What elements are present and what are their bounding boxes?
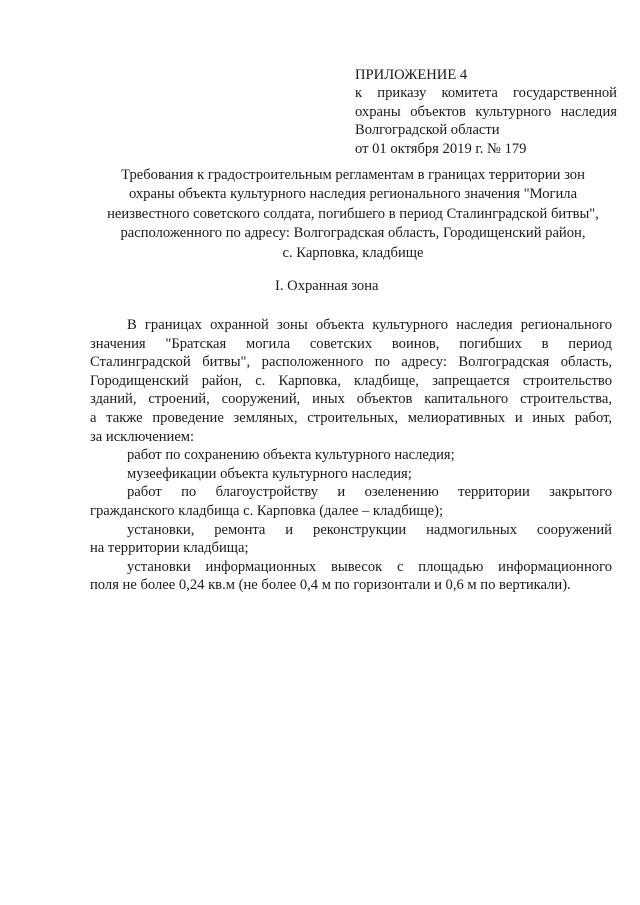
exception-item: музеефикации объекта культурного наследия; [127,465,412,482]
document-body [90,316,612,595]
appendix-header [355,66,617,158]
appendix-line: от 01 октября 2019 г. № 179 [355,140,527,157]
exception-item-continuation: гражданского кладбища с. Карповка (далее – кладбище); [90,502,444,519]
paragraph-line: Сталинградской битвы", расположенного по адресу: Волгоградская область, [90,354,612,371]
paragraph-line: В границах охранной зоны объекта культурного наследия регионального [127,317,612,333]
title-line: с. Карповка, кладбище [282,244,424,261]
title-line: Требования к градостроительным регламентам в границах территории зон [121,167,585,183]
title-line: охраны объекта культурного наследия регионального значения "Могила [128,186,578,203]
paragraph-line: а также проведение земляных, строительных, мелиоративных и иных работ, [90,409,612,426]
appendix-line: Волгоградской области [355,122,500,139]
appendix-line: охраны объектов культурного наследия [355,103,617,120]
document-title [92,166,614,263]
paragraph-line: значения "Братская могила советских воинов, погибших в период [90,335,612,352]
paragraph-line: за исключением: [90,428,195,445]
exception-item: работ по благоустройству и озеленению территории закрытого [127,484,612,501]
paragraph-line: Городищенский район, с. Карповка, кладбище, запрещается строительство [90,372,612,389]
title-line: неизвестного советского солдата, погибшего в период Сталинградской битвы", [107,205,599,222]
exception-item: работ по сохранению объекта культурного наследия; [127,447,455,464]
title-line: расположенного по адресу: Волгоградская область, Городищенский район, [120,225,586,242]
exception-item-continuation: на территории кладбища; [90,540,249,557]
appendix-line: к приказу комитета государственной [355,85,617,102]
paragraph-line: зданий, строений, сооружений, иных объектов капитального строительства, [90,391,612,408]
appendix-title: ПРИЛОЖЕНИЕ 4 [355,67,468,83]
exception-item: установки информационных вывесок с площадью информационного [127,558,612,575]
section-heading: I. Охранная зона [275,278,379,294]
exception-item: установки, ремонта и реконструкции надмогильных сооружений [127,521,612,538]
exception-item-continuation: поля не более 0,24 кв.м (не более 0,4 м по горизонтали и 0,6 м по вертикали). [90,577,571,594]
